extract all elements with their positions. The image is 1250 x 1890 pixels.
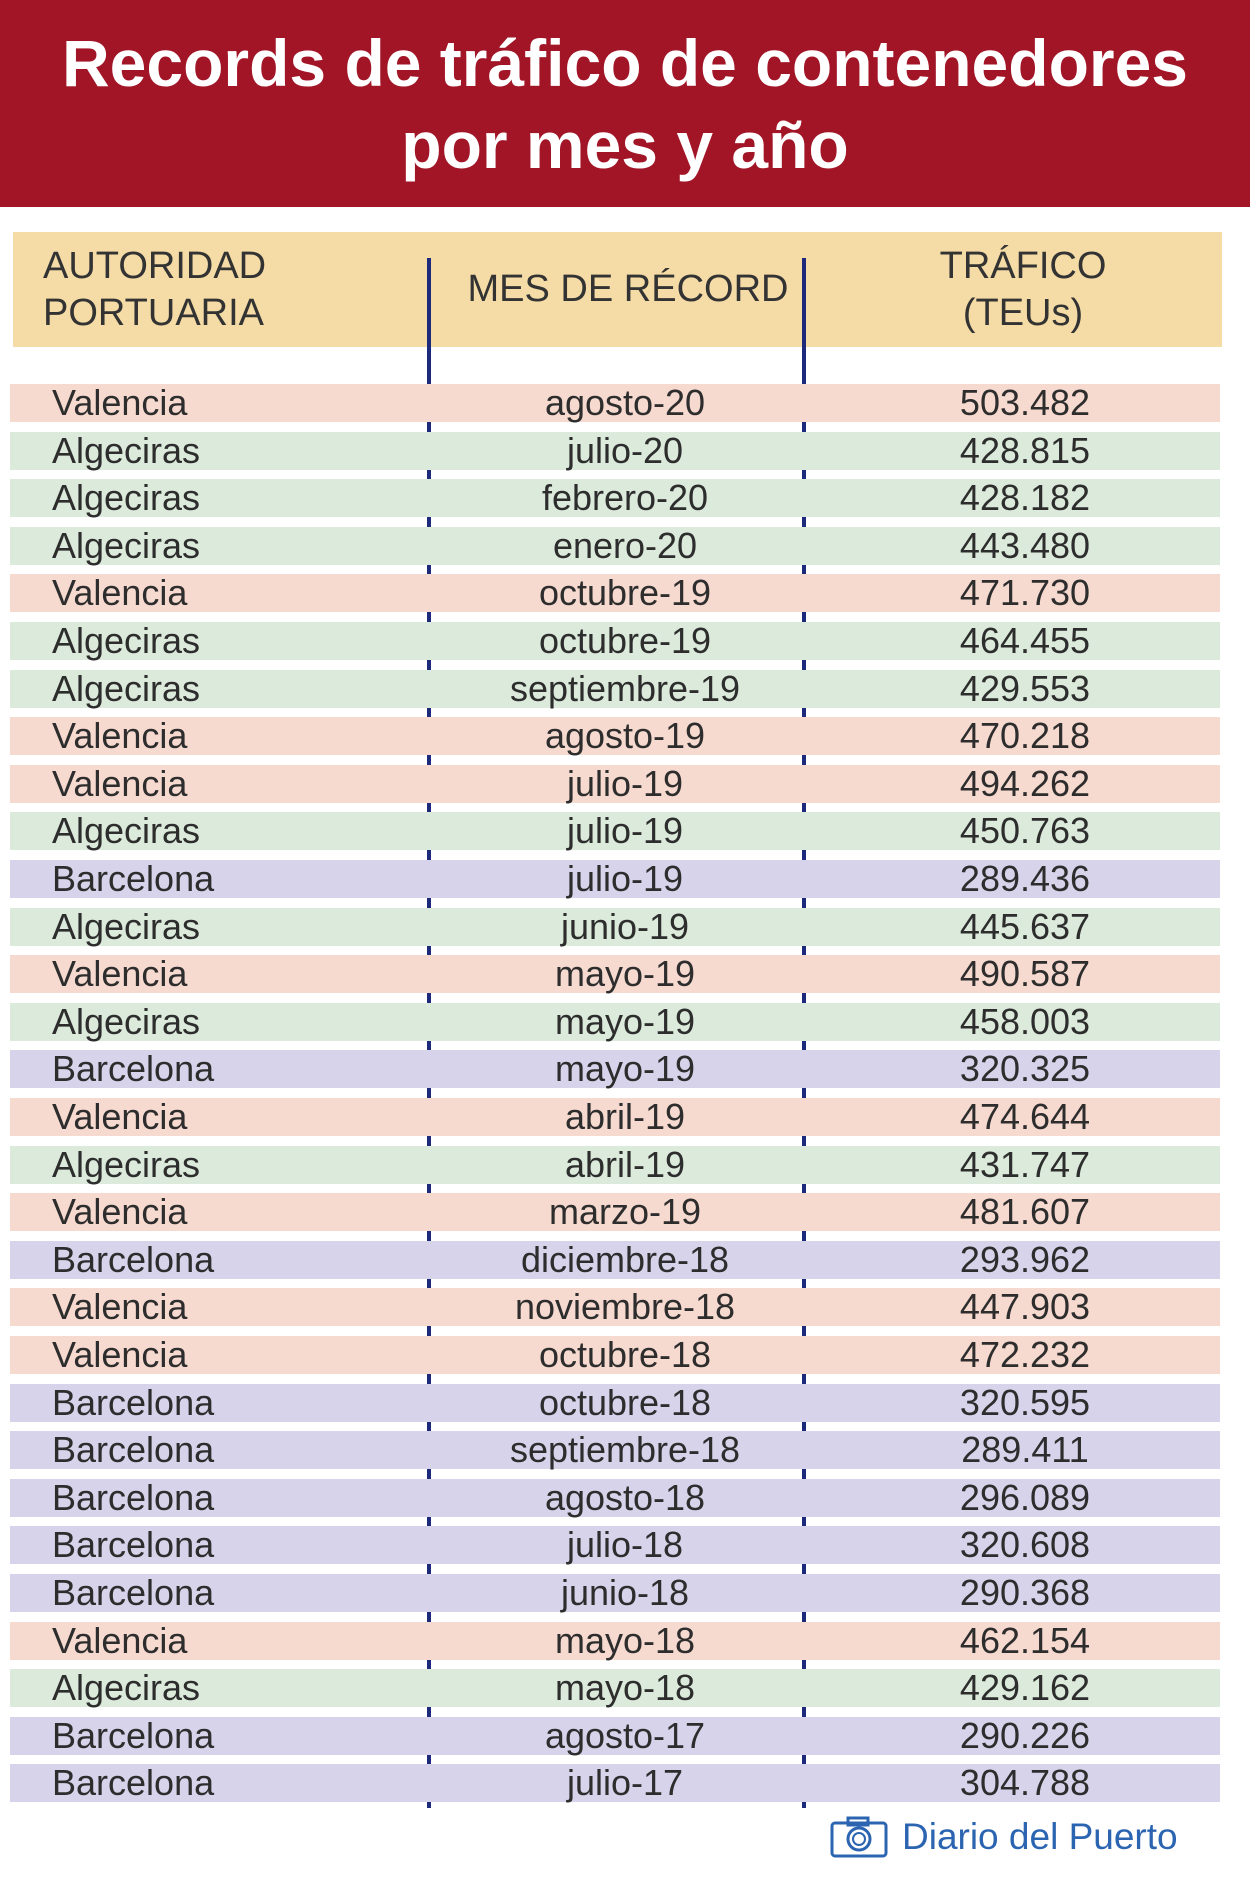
month-cell: julio-19 — [566, 810, 684, 851]
traffic-cell: 472.232 — [959, 1334, 1091, 1375]
port-cell: Algeciras — [52, 668, 201, 709]
month-cell: agosto-20 — [544, 382, 706, 423]
table-row — [10, 1050, 1220, 1088]
month-cell: mayo-18 — [554, 1667, 696, 1708]
month-cell: junio-19 — [560, 906, 690, 947]
table-row — [10, 717, 1220, 755]
table-row — [10, 622, 1220, 660]
month-cell: mayo-19 — [554, 953, 696, 994]
traffic-cell: 481.607 — [959, 1191, 1091, 1232]
traffic-cell: 443.480 — [959, 525, 1091, 566]
port-cell: Algeciras — [52, 1667, 201, 1708]
port-cell: Algeciras — [52, 477, 201, 518]
table-row — [10, 1146, 1220, 1184]
port-cell: Barcelona — [52, 1762, 215, 1803]
table-row — [10, 670, 1220, 708]
port-cell: Valencia — [52, 763, 188, 804]
table-row — [10, 1479, 1220, 1517]
table-row — [10, 1669, 1220, 1707]
port-cell: Barcelona — [52, 1715, 215, 1756]
traffic-cell: 289.436 — [959, 858, 1091, 899]
table-row — [10, 1098, 1220, 1136]
traffic-cell: 293.962 — [959, 1239, 1091, 1280]
month-cell: septiembre-18 — [509, 1429, 741, 1470]
table-row — [10, 1431, 1220, 1469]
traffic-cell: 428.815 — [959, 430, 1091, 471]
traffic-cell: 320.325 — [959, 1048, 1091, 1089]
camera-icon — [830, 1816, 888, 1858]
port-cell: Barcelona — [52, 1048, 215, 1089]
table-row — [10, 1288, 1220, 1326]
month-cell: enero-20 — [552, 525, 698, 566]
month-cell: mayo-19 — [554, 1048, 696, 1089]
traffic-cell: 429.162 — [959, 1667, 1091, 1708]
month-cell: junio-18 — [560, 1572, 690, 1613]
traffic-cell: 464.455 — [959, 620, 1091, 661]
traffic-cell: 490.587 — [959, 953, 1091, 994]
month-cell: febrero-20 — [541, 477, 709, 518]
traffic-cell: 470.218 — [959, 715, 1091, 756]
traffic-cell: 289.411 — [961, 1429, 1089, 1470]
port-cell: Valencia — [52, 1334, 188, 1375]
header-port-line-2: PORTUARIA — [43, 291, 265, 334]
traffic-cell: 431.747 — [959, 1144, 1091, 1185]
table-row — [10, 1764, 1220, 1802]
month-cell: julio-19 — [566, 763, 684, 804]
table-row — [10, 527, 1220, 565]
table-row — [10, 1241, 1220, 1279]
month-cell: octubre-19 — [538, 620, 712, 661]
month-cell: agosto-17 — [544, 1715, 706, 1756]
traffic-cell: 290.226 — [959, 1715, 1091, 1756]
table-row — [10, 1526, 1220, 1564]
header-port-line-1: AUTORIDAD — [43, 244, 267, 287]
month-cell: julio-18 — [566, 1524, 684, 1565]
traffic-cell: 503.482 — [959, 382, 1091, 423]
traffic-cell: 494.262 — [959, 763, 1091, 804]
port-cell: Barcelona — [52, 1239, 215, 1280]
table-row — [10, 1717, 1220, 1755]
traffic-cell: 471.730 — [959, 572, 1091, 613]
port-cell: Valencia — [52, 1286, 188, 1327]
traffic-cell: 428.182 — [959, 477, 1091, 518]
traffic-cell: 447.903 — [959, 1286, 1091, 1327]
title-line-1: Records de tráfico de contenedores — [62, 25, 1188, 100]
traffic-cell: 320.608 — [959, 1524, 1091, 1565]
port-cell: Barcelona — [52, 1382, 215, 1423]
month-cell: marzo-19 — [548, 1191, 702, 1232]
traffic-cell: 290.368 — [959, 1572, 1091, 1613]
month-cell: diciembre-18 — [520, 1239, 730, 1280]
month-cell: agosto-19 — [544, 715, 706, 756]
traffic-cell: 450.763 — [959, 810, 1091, 851]
month-cell: octubre-19 — [538, 572, 712, 613]
table-row — [10, 765, 1220, 803]
table-row — [10, 1336, 1220, 1374]
port-cell: Valencia — [52, 1096, 188, 1137]
port-cell: Barcelona — [52, 1572, 215, 1613]
port-cell: Algeciras — [52, 1144, 201, 1185]
table-row — [10, 1193, 1220, 1231]
title-line-2: por mes y año — [401, 107, 849, 182]
table-row — [10, 479, 1220, 517]
traffic-cell: 445.637 — [959, 906, 1091, 947]
port-cell: Barcelona — [52, 1429, 215, 1470]
month-cell: abril-19 — [564, 1096, 686, 1137]
month-cell: abril-19 — [564, 1144, 686, 1185]
header-traffic — [828, 232, 1218, 347]
table-row — [10, 955, 1220, 993]
port-cell: Valencia — [52, 715, 188, 756]
port-cell: Algeciras — [52, 525, 201, 566]
month-cell: julio-20 — [566, 430, 684, 471]
traffic-cell: 458.003 — [959, 1001, 1091, 1042]
port-cell: Algeciras — [52, 620, 201, 661]
port-cell: Barcelona — [52, 1524, 215, 1565]
port-cell: Algeciras — [52, 430, 201, 471]
traffic-cell: 320.595 — [959, 1382, 1091, 1423]
port-cell: Barcelona — [52, 858, 215, 899]
month-cell: julio-19 — [566, 858, 684, 899]
header-traffic-line-2: (TEUs) — [962, 291, 1084, 334]
table-row — [10, 908, 1220, 946]
port-cell: Algeciras — [52, 906, 201, 947]
traffic-cell: 462.154 — [959, 1620, 1091, 1661]
table-row — [10, 812, 1220, 850]
month-cell: julio-17 — [566, 1762, 684, 1803]
photo-credit — [830, 1812, 1178, 1862]
month-cell: noviembre-18 — [514, 1286, 736, 1327]
traffic-cell: 429.553 — [959, 668, 1091, 709]
traffic-cell: 304.788 — [959, 1762, 1091, 1803]
port-cell: Valencia — [52, 572, 188, 613]
header-port — [43, 232, 423, 347]
month-cell: septiembre-19 — [509, 668, 741, 709]
month-cell: octubre-18 — [538, 1334, 712, 1375]
header-month: MES DE RÉCORD — [467, 268, 789, 310]
port-cell: Valencia — [52, 1191, 188, 1232]
header-traffic-line-1: TRÁFICO — [939, 244, 1107, 287]
credit-text: Diario del Puerto — [902, 1816, 1178, 1857]
port-cell: Valencia — [52, 382, 188, 423]
table-row — [10, 1622, 1220, 1660]
table-row — [10, 432, 1220, 470]
table-row — [10, 1003, 1220, 1041]
traffic-cell: 296.089 — [959, 1477, 1091, 1518]
month-cell: mayo-19 — [554, 1001, 696, 1042]
table-row — [10, 1574, 1220, 1612]
table-row — [10, 1384, 1220, 1422]
port-cell: Algeciras — [52, 810, 201, 851]
title-banner — [0, 0, 1250, 207]
month-cell: agosto-18 — [544, 1477, 706, 1518]
table-header — [13, 232, 1222, 347]
month-cell: mayo-18 — [554, 1620, 696, 1661]
port-cell: Valencia — [52, 1620, 188, 1661]
table-row — [10, 384, 1220, 422]
traffic-cell: 474.644 — [959, 1096, 1091, 1137]
port-cell: Barcelona — [52, 1477, 215, 1518]
month-cell: octubre-18 — [538, 1382, 712, 1423]
port-cell: Valencia — [52, 953, 188, 994]
table-row — [10, 860, 1220, 898]
port-cell: Algeciras — [52, 1001, 201, 1042]
table-row — [10, 574, 1220, 612]
